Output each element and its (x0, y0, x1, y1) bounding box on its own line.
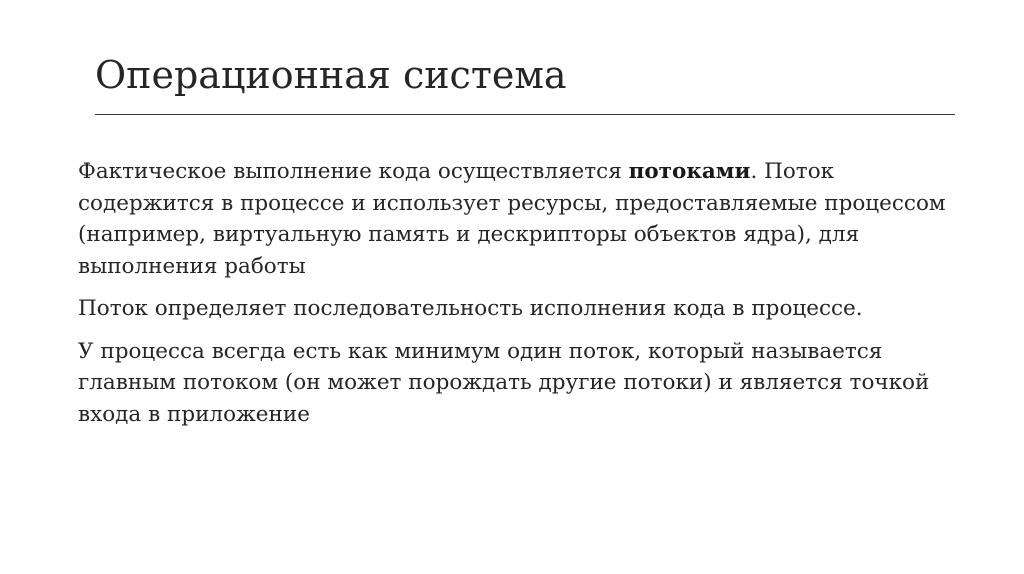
paragraph-thread-sequence: Поток определяет последовательность исполнения кода в процессе. (78, 296, 863, 321)
paragraph-threads-execution (78, 156, 958, 282)
paragraph-text-end: . Поток содержится в процессе и использует ресурсы, предоставляемые процессом (например, виртуальную память и дескрипторы объектов ядра), для выполнения работы (78, 159, 946, 279)
emphasis-threads: потоками (628, 159, 751, 184)
paragraph-main-thread: У процесса всегда есть как минимум один поток, который называется главным потоком (он может порождать другие потоки) и является точкой входа в приложение (78, 338, 930, 427)
paragraph-text-start: Фактическое выполнение кода осуществляется (78, 159, 629, 184)
slide-title: Операционная система (95, 53, 567, 97)
title-divider (95, 114, 955, 115)
slide-body (78, 156, 958, 441)
